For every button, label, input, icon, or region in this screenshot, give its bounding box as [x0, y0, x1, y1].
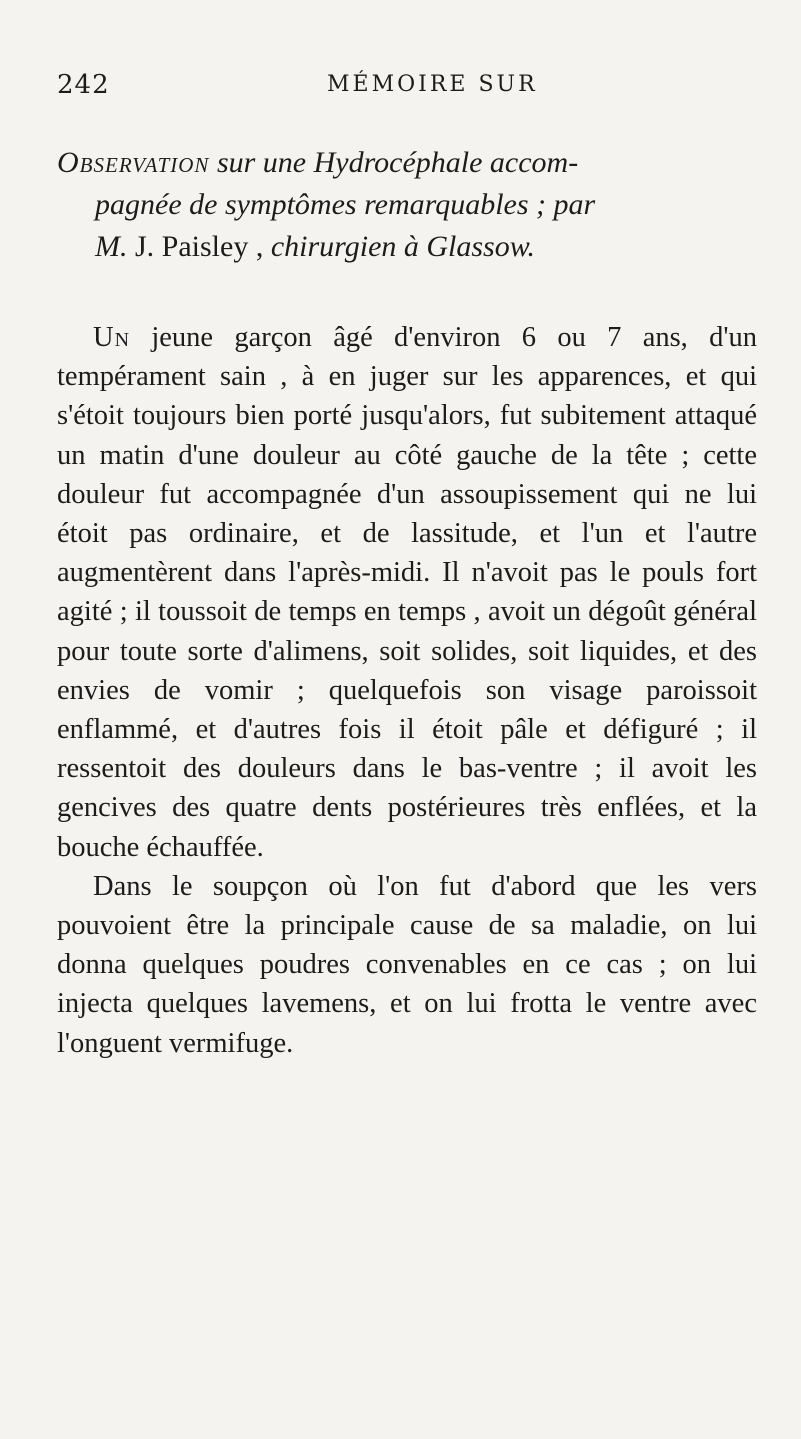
- author-abbrev: M.: [95, 230, 128, 263]
- paragraph-text: jeune garçon âgé d'environ 6 ou 7 ans, d'un tempérament sain , à en juger sur les apparences, et qui s'étoit toujours bien porté jusqu'alors, fut subitement attaqué un matin d'une douleur au côté gauche de la tête ; cette douleur fut accompagnée d'un assoupissement qui ne lui étoit pas ordinaire, et de lassitude, et l'un et l'autre augmentèrent dans l'après-midi. Il n'avoit pas le pouls fort agité ; il toussoit de temps en temps , avoit un dégoût général pour toute sorte d'alimens, soit solides, soit liquides, et des envies de vomir ; quelquefois son visage paroissoit enflammé, et d'autres fois il étoit pâle et défiguré ; il ressentoit des douleurs dans le bas-ventre ; il avoit les gencives des quatre dents postérieures très enflées, et la bouche échauffée.: [57, 322, 757, 863]
- paragraph-lead-word: Un: [93, 322, 131, 353]
- heading-label: Observation: [57, 146, 210, 179]
- running-head: [57, 70, 801, 110]
- paragraph-2: [57, 867, 757, 1063]
- heading-line-3: [57, 226, 757, 268]
- heading-line-2: pagnée de symptômes remarquables ; par: [95, 188, 596, 221]
- heading-line-1: [57, 142, 757, 184]
- body-text: [57, 318, 757, 1063]
- paragraph-1: [57, 318, 757, 867]
- heading-line1-text: sur une Hydrocéphale accom-: [216, 146, 579, 179]
- page-number: 242: [57, 70, 110, 100]
- author-role: chirurgien à Glassow.: [270, 230, 536, 263]
- running-head-title: MÉMOIRE SUR: [327, 72, 538, 97]
- paragraph-text: Dans le soupçon où l'on fut d'abord que les vers pouvoient être la principale cause de sa maladie, on lui donna quelques poudres convenables en ce cas ; on lui injecta quelques lavemens, et on lui frotta le ventre avec l'onguent vermifuge.: [57, 870, 757, 1059]
- observation-heading: [57, 142, 757, 268]
- author-name: J. Paisley ,: [135, 230, 264, 263]
